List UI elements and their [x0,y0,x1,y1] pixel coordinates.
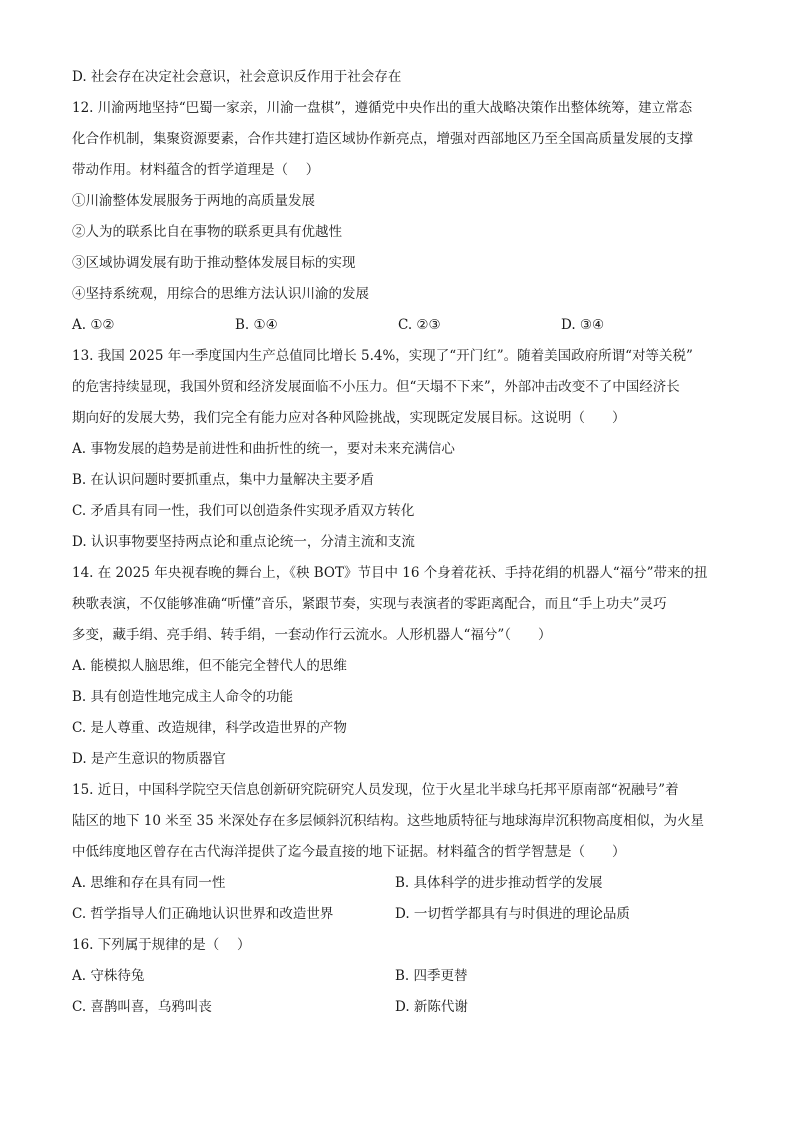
q13-option-b: B. 在认识问题时要抓重点，集中力量解决主要矛盾 [72,472,375,488]
q12-stem-line-1: 12. 川渝两地坚持“巴蜀一家亲，川渝一盘棋”，遵循党中央作出的重大战略决策作出整体统筹，建立常态 [72,100,693,116]
q12-statement-4: ④坚持系统观，用综合的思维方法认识川渝的发展 [72,286,369,302]
q16-option-d: D. 新陈代谢 [395,999,468,1015]
question-13 [72,341,727,558]
q12-options [72,310,727,341]
q15-options-row-1 [72,868,727,899]
q12-statement-2: ②人为的联系比自在事物的联系更具有优越性 [72,224,342,240]
q13-option-d: D. 认识事物要坚持两点论和重点论统一，分清主流和支流 [72,534,415,550]
q15-option-c: C. 哲学指导人们正确地认识世界和改造世界 [72,906,334,922]
q15-option-b: B. 具体科学的进步推动哲学的发展 [395,875,603,891]
q15-stem-line-3: 中低纬度地区曾存在古代海洋提供了迄今最直接的地下证据。材料蕴含的哲学智慧是（ ） [72,844,626,860]
q15-stem-line-1: 15. 近日，中国科学院空天信息创新研究院研究人员发现，位于火星北半球乌托邦平原南部“祝融号”着 [72,782,679,798]
q15-options-row-2 [72,899,727,930]
q16-option-c: C. 喜鹊叫喜，乌鸦叫丧 [72,999,212,1015]
q11-option-d: D. 社会存在决定社会意识，社会意识反作用于社会存在 [72,69,402,85]
q12-option-c: C. ②③ [398,317,441,333]
q13-stem-line-1: 13. 我国 2025 年一季度国内生产总值同比增长 5.4%，实现了“开门红”。随着美国政府所谓“对等关税” [72,348,693,364]
q12-stem-line-2: 化合作机制，集聚资源要素，合作共建打造区域协作新亮点，增强对西部地区乃至全国高质量发展的支撑 [72,131,693,147]
q16-options-row-1 [72,961,727,992]
q15-option-a: A. 思维和存在具有同一性 [72,875,226,891]
q16-options-row-2 [72,992,727,1023]
question-12 [72,93,727,341]
q13-option-a: A. 事物发展的趋势是前进性和曲折性的统一，要对未来充满信心 [72,441,455,457]
q12-statement-3: ③区域协调发展有助于推动整体发展目标的实现 [72,255,356,271]
q13-stem-line-3: 期向好的发展大势，我们完全有能力应对各种风险挑战，实现既定发展目标。这说明（ ） [72,410,626,426]
q12-statement-1: ①川渝整体发展服务于两地的高质量发展 [72,193,315,209]
q16-option-b: B. 四季更替 [395,968,468,984]
q16-stem: 16. 下列属于规律的是（ ） [72,937,251,953]
q14-option-a: A. 能模拟人脑思维，但不能完全替代人的思维 [72,658,347,674]
q14-stem-line-1: 14. 在 2025 年央视春晚的舞台上，《秧 BOT》节目中 16 个身着花袄、手持花绢的机器人“福兮”带来的扭 [72,565,708,581]
q14-option-d: D. 是产生意识的物质器官 [72,751,226,767]
q14-stem-line-2: 秧歌表演，不仅能够准确“听懂”音乐，紧跟节奏，实现与表演者的零距离配合，而且“手上功夫”灵巧 [72,596,667,612]
q16-option-a: A. 守株待兔 [72,968,145,984]
q12-stem-line-3: 带动作用。材料蕴含的哲学道理是（ ） [72,162,320,178]
q12-option-d: D. ③④ [561,317,605,333]
q15-option-d: D. 一切哲学都具有与时俱进的理论品质 [395,906,630,922]
q15-stem-line-2: 陆区的地下 10 米至 35 米深处存在多层倾斜沉积结构。这些地质特征与地球海岸沉积物高度相似，为火星 [72,813,705,829]
q13-stem-line-2: 的危害持续显现，我国外贸和经济发展面临不小压力。但“天塌不下来”，外部冲击改变不了中国经济长 [72,379,680,395]
q14-stem-line-3: 多变，藏手绢、亮手绢、转手绢，一套动作行云流水。人形机器人“福兮”（ ） [72,627,552,643]
question-15 [72,775,727,930]
q14-option-b: B. 具有创造性地完成主人命令的功能 [72,689,294,705]
question-14 [72,558,727,775]
q13-option-c: C. 矛盾具有同一性，我们可以创造条件实现矛盾双方转化 [72,503,415,519]
q12-option-a: A. ①② [72,317,115,333]
exam-page [72,62,727,1023]
question-16 [72,930,727,1023]
q12-option-b: B. ①④ [235,317,278,333]
q14-option-c: C. 是人尊重、改造规律，科学改造世界的产物 [72,720,347,736]
